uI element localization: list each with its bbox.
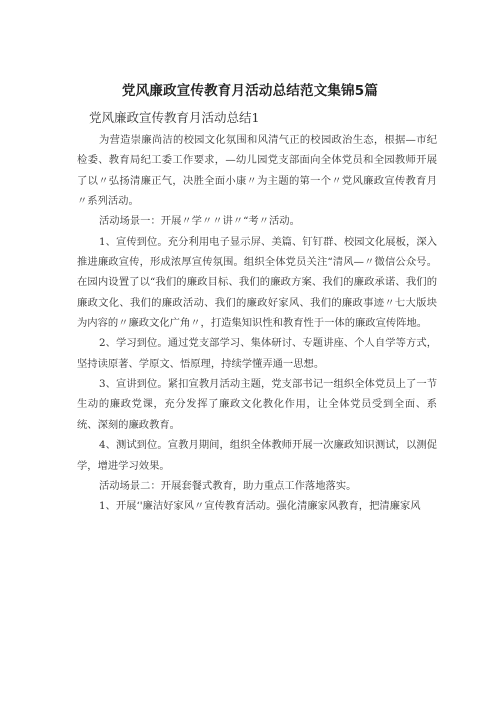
paragraph-test: 4、测试到位。宣教月期间，组织全体教师开展一次廉政知识测试，以测促学，增进学习效果。 [77, 439, 437, 472]
document-title: 党风廉政宣传教育月活动总结范文集锦5篇 [121, 83, 379, 99]
paragraph-scene-two-heading: 活动场景二：开展套餐式教育，助力重点工作落地落实。 [99, 479, 357, 492]
paragraph-publicity: 1、宣传到位。充分利用电子显示屏、美篇、钉钉群、校园文化展板，深入推进廉政宣传，形成浓厚宣传氛围。组织全体党员关注“清风—〃微信公众号。在园内设置了以“我们的廉政目标、我们的廉政方案、我们的廉政承诺、我们的廉政文化、我们的廉政活动、我们的廉政好家风、我们的廉政事迹〃七大版块为内容的〃廉政文化广角〃，打造集知识性和教育性于一体的廉政宣传阵地。 [77, 235, 437, 330]
paragraph-study: 2、学习到位。通过党支部学习、集体研讨、专题讲座、个人自学等方式，坚持读原著、学原文、悟原理，持续学懂弄通一思想。 [77, 337, 437, 370]
document-body [77, 130, 437, 517]
paragraph-lecture: 3、宣讲到位。紧扣宣教月活动主题，党支部书记一组织全体党员上了一节生动的廉政党课，充分发挥了廉政文化教化作用，让全体党员受到全面、系统、深刻的廉政教育。 [77, 378, 437, 431]
paragraph-intro: 为营造崇廉尚洁的校园文化氛围和风清气正的校园政治生态，根据—市纪检委、教育局纪工委工作要求，—幼儿园党支部面向全体党员和全园教师开展了以〃弘扬清廉正气，决胜全面小康〃为主题的第一个〃党风廉政宣传教育月〃系列活动。 [77, 134, 437, 208]
section-title: 党风廉政宣传教育月活动总结1 [89, 110, 260, 125]
paragraph-family-style: 1、开展‘'廉洁好家风〃宣传教育活动。强化清廉家风教育，把清廉家风 [99, 500, 421, 513]
paragraph-scene-one-heading: 活动场景一：开展〃学〃〃讲〃“考〃活动。 [99, 215, 300, 228]
